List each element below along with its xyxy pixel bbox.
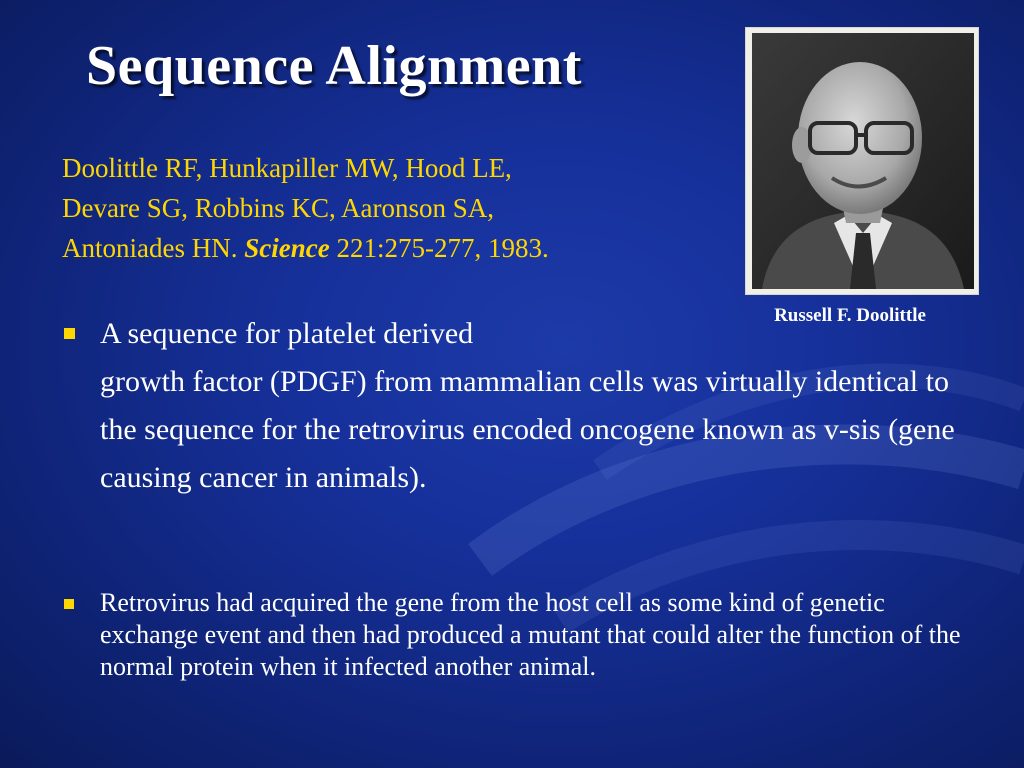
bullet-2-text: Retrovirus had acquired the gene from the host cell as some kind of genetic exchange event and then had produced a mutant that could alter the function of the normal protein when it infected another animal. bbox=[100, 588, 961, 681]
portrait-image bbox=[752, 33, 974, 289]
citation-line-3 bbox=[62, 228, 702, 268]
citation bbox=[62, 148, 702, 268]
citation-line-2: Devare SG, Robbins KC, Aaronson SA, bbox=[62, 193, 494, 223]
bullet-square-icon bbox=[64, 328, 75, 339]
citation-journal: Science bbox=[244, 233, 330, 263]
bullet-1-text: growth factor (PDGF) from mammalian cells was virtually identical to the sequence for the retrovirus encoded oncogene known as v-sis (gene causing cancer in animals). bbox=[100, 365, 955, 494]
citation-line-1: Doolittle RF, Hunkapiller MW, Hood LE, bbox=[62, 153, 512, 183]
photo-caption: Russell F. Doolittle bbox=[774, 305, 926, 326]
citation-authors-end: Antoniades HN. bbox=[62, 233, 238, 263]
bullet-square-icon bbox=[64, 599, 74, 609]
bullet-item-2 bbox=[100, 587, 980, 683]
bullet-1-line-1: A sequence for platelet derived bbox=[100, 317, 474, 350]
slide-title: Sequence Alignment bbox=[86, 35, 582, 97]
citation-reference: 221:275-277, 1983. bbox=[336, 233, 549, 263]
portrait-photo bbox=[745, 27, 979, 295]
bullet-item-1 bbox=[100, 310, 970, 502]
